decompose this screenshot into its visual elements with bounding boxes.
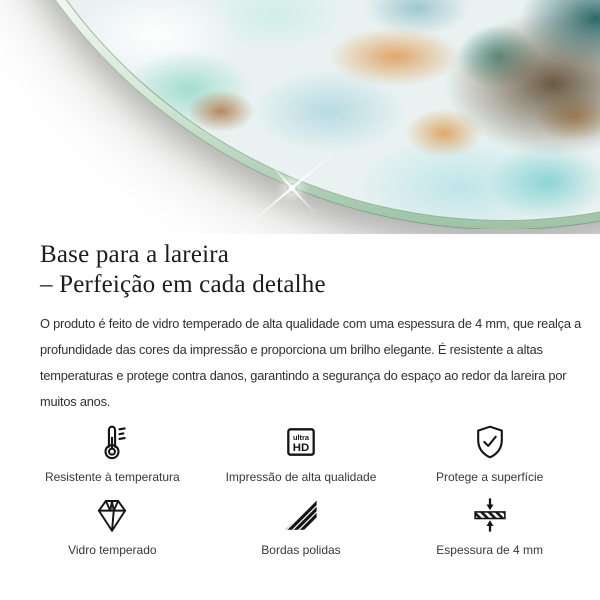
page-title-line2: – Perfeição em cada detalhe bbox=[40, 271, 326, 298]
feature-item-surface-protection bbox=[395, 419, 584, 484]
feature-label: Bordas polidas bbox=[261, 543, 341, 557]
ultra-hd-icon-text-top: ultra bbox=[292, 432, 310, 442]
page-title-line1: Base para a lareira bbox=[40, 241, 230, 268]
feature-item-polished-edges bbox=[207, 492, 396, 557]
ultra-hd-icon bbox=[280, 419, 322, 465]
product-image bbox=[0, 0, 600, 234]
page-title bbox=[40, 240, 560, 300]
feature-label: Resistente à temperatura bbox=[44, 470, 180, 484]
compression-thickness-icon bbox=[469, 492, 511, 538]
shield-check-icon bbox=[469, 419, 511, 465]
product-info-section bbox=[0, 240, 600, 557]
feature-grid bbox=[18, 419, 584, 557]
feature-item-tempered-glass bbox=[18, 492, 207, 557]
sparkle-core bbox=[287, 183, 297, 193]
glass-panel-artwork bbox=[0, 0, 600, 221]
product-description: O produto é feito de vidro temperado de alta qualidade com uma espessura de 4 mm, que realça a profundidade das cores da impressão e proporciona um brilho elegante. É resistente a altas temperaturas e protege contra danos, garantindo a segurança do espaço ao redor da lareira por muitos anos. bbox=[40, 316, 582, 409]
polished-edges-icon bbox=[280, 492, 322, 538]
thermometer-icon bbox=[91, 419, 133, 465]
feature-item-print-quality bbox=[207, 419, 396, 484]
ultra-hd-icon-text-bottom: HD bbox=[292, 441, 310, 454]
feature-label: Protege a superfície bbox=[435, 470, 544, 484]
feature-label: Vidro temperado bbox=[68, 543, 157, 557]
diamond-icon bbox=[91, 492, 133, 538]
feature-item-thickness bbox=[395, 492, 584, 557]
feature-item-temperature bbox=[18, 419, 207, 484]
feature-label: Espessura de 4 mm bbox=[436, 543, 544, 557]
feature-label: Impressão de alta qualidade bbox=[225, 470, 377, 484]
